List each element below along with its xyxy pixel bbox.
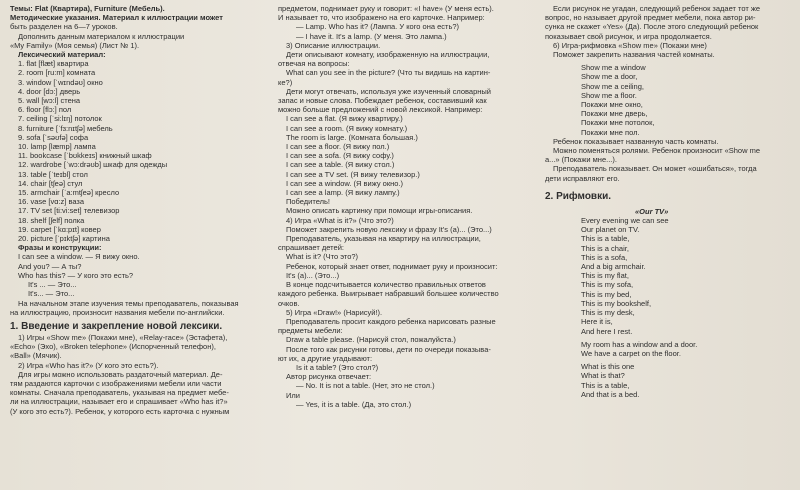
text-line: I can see a flat. (Я вижу квартиру.) [286,114,403,124]
text-line: И называет то, что изображено на его карточке. Например: [278,13,485,23]
text-line: 1. Введение и закрепление новой лексики. [10,320,223,332]
text-line: This is a sofa, [581,252,628,262]
text-line: Преподаватель, указывая на квартиру на иллюстрации, [286,234,481,244]
text-line: We have a carpet on the floor. [581,348,681,358]
text-line: Ребенок, который знает ответ, поднимает руку и произносит: [286,261,498,271]
text-line: This is my desk, [581,308,635,318]
text-line: 1) Игры «Show me» (Покажи мне), «Relay-race» (Эстафета), [18,332,228,342]
text-line: 11. bookcase [ˈbʊkkeɪs] книжный шкаф [18,151,152,161]
text-line: Show me a ceiling, [581,81,644,91]
text-line: Поможет закрепить названия частей комнаты. [553,50,715,60]
text-line: 3. window [ˈwɪndəʊ] окно [18,77,103,87]
text-line: And here I rest. [581,326,633,336]
text-line: ют их, а другие угадывают: [278,353,373,363]
text-line: сунка не скажет «Yes» (Да). После этого следующий ребенок [545,22,759,32]
text-line: 13. table [ˈteɪbl] стол [18,169,88,179]
text-line: I can see a sofa. (Я вижу софу.) [286,151,394,161]
text-line: После того как рисунки готовы, дети по очереди показыва- [286,344,491,354]
text-line: Методические указания. Материал к иллюстрации может [10,13,223,23]
text-line: I can see a window. (Я вижу окно.) [286,178,403,188]
text-line: «Our TV» [635,206,669,216]
text-line: Покажи мне дверь, [581,109,648,119]
text-line: Преподаватель показывает. Он может «ошибаться», тогда [553,164,757,174]
text-line: 14. chair [tʃeə] стул [18,178,83,188]
text-line: запас и новые слова. Побеждает ребенок, составивший как [278,96,487,106]
text-line: отвечая на вопросы: [278,59,350,69]
text-line: a...» (Покажи мне...). [545,155,617,165]
text-line: I can see a window. — Я вижу окно. [18,252,140,262]
text-line: Покажи мне потолок, [581,118,655,128]
text-line: «Ball» (Мячик). [10,351,62,361]
text-line: 4) Игра «What is it?» (Что это?) [286,215,394,225]
text-line: Покажи мне пол. [581,127,640,137]
text-line [545,183,793,187]
text-line: I can see a lamp. (Я вижу лампу.) [286,188,400,198]
text-line: В конце подсчитывается количество правильных ответов [286,280,486,290]
text-line: предметом, поднимает руку и говорит: «I have» (У меня есть). [278,4,494,13]
text-line: Дополнить данным материалом к иллюстрации [18,31,185,41]
text-line: Our planet on TV. [581,225,640,235]
text-line: Show me a door, [581,72,638,82]
text-line: It's (a)... (Это...) [286,270,340,280]
text-line: I can see a room. (Я вижу комнату.) [286,123,408,133]
text-line: Темы: Flat (Квартира), Furniture (Мебель). [10,4,165,13]
text-line: This is my sofa, [581,280,634,290]
text-line: What is it? (Что это?) [286,252,359,262]
text-line: 7. ceiling [ˈsi:lɪŋ] потолок [18,114,102,124]
text-line: предметы мебели: [278,326,343,336]
text-line: Draw a table please. (Нарисуй стол, пожалуйста.) [286,335,456,345]
text-line: Покажи мне окно, [581,100,643,110]
text-line: — Yes, it is a table. (Да, это стол.) [296,399,412,409]
text-line: Для игры можно использовать раздаточный материал. Де- [18,369,223,379]
text-line: This is my bed, [581,289,632,299]
text-line: I can see a floor. (Я вижу пол.) [286,142,390,152]
text-line: — No. It is not a table. (Нет, это не стол.) [296,381,435,391]
text-line: 2. room [ru:m] комната [18,68,96,78]
text-line: Преподаватель просит каждого ребенка нарисовать разные [286,316,496,326]
text-line: Лексический материал: [18,50,106,60]
text-line: 5) Игра «Draw!» (Нарисуй!). [286,307,383,317]
text-line: Если рисунок не угадан, следующий ребенок задает тот же [553,4,761,13]
text-line: показывает свой рисунок, и игра продолжается. [545,31,712,41]
text-line: I can see a table. (Я вижу стол.) [286,160,395,170]
text-line: Дети могут отвечать, используя уже изученный словарный [286,86,491,96]
text-line: очков. [278,298,300,308]
text-line: This is my bookshelf, [581,298,652,308]
text-line: This is a table, [581,234,630,244]
text-line: 1. flat [flæt] квартира [18,59,89,69]
text-line: Here it is, [581,317,613,327]
text-line: комнаты. Сначала преподаватель, указывая на предмет мебе- [10,388,229,398]
text-line: Ребенок показывает названную часть комнаты. [553,136,719,146]
text-line: — Lamp. Who has it? (Лампа. У кого она есть?) [296,22,460,32]
text-line: 20. picture [ˈpɪktʃə] картина [18,234,110,244]
text-line: на иллюстрацию, произносит названия мебели по-английски. [10,307,225,317]
text-line: And that is a bed. [581,389,640,399]
column-middle [278,4,534,409]
text-line: 19. carpet [ˈkɑ:pɪt] ковер [18,224,101,234]
text-line: 16. vase [vɑ:z] ваза [18,197,85,207]
text-line: 8. furniture [ˈfɜ:nɪtʃə] мебель [18,123,113,133]
text-line: 6) Игра-рифмовка «Show me» (Покажи мне) [553,40,707,50]
text-line: 10. lamp [læmp] лампа [18,142,96,152]
text-line: ли на иллюстрации, называет его и спрашивает «Who has it?» [10,397,228,407]
text-line: Или [286,390,300,400]
text-line: Who has this? — У кого это есть? [18,270,134,280]
text-line: The room is large. (Комната большая.) [286,132,418,142]
text-line: (У кого это есть?). Ребенок, у которого есть карточка с нужным [10,406,230,416]
text-line: It's... — Это... [28,289,75,299]
text-line: Every evening we can see [581,216,669,226]
text-line: тям раздаются карточки с изображениями мебели или части [10,378,222,388]
text-line: можно больше предложений с новой лексикой. Например: [278,105,483,115]
text-line: It's ... — Это... [28,280,77,290]
text-line: — I have it. It's a lamp. (У меня. Это лампа.) [296,31,447,41]
text-line: Фразы и конструкции: [18,243,102,253]
text-line: быть разделен на 6—7 уроков. [10,22,118,32]
text-line: вопрос, но называет другой предмет мебели, пока автор ри- [545,13,756,23]
column-left [10,4,266,416]
text-line: 15. armchair [ˈa:mtʃeə] кресло [18,188,120,198]
text-line: «My Family» (Моя семья) (Лист № 1). [10,40,140,50]
text-line: 2. Рифмовки. [545,190,612,202]
text-line: I can see a TV set. (Я вижу телевизор.) [286,169,420,179]
text-line: Show me a floor. [581,90,637,100]
text-line: спрашивает детей: [278,243,344,253]
text-line: Можно поменяться ролями. Ребенок произносит «Show me [553,146,761,156]
text-line: Можно описать картинку при помощи игры-описания. [286,206,473,216]
text-line: 18. shelf [ʃelf] полка [18,215,85,225]
text-line: 5. wall [wɔ:l] стена [18,96,81,106]
text-line: каждого ребенка. Выигрывает набравший большее количество [278,289,499,299]
text-line: 3) Описание иллюстрации. [286,40,381,50]
text-line: What is this one [581,362,635,372]
text-line: 2) Игра «Who has it?» (У кого это есть?). [18,360,159,370]
text-line: This is my flat, [581,271,629,281]
text-line: Is it a table? (Это стол?) [296,362,379,372]
text-line: What is that? [581,371,625,381]
text-line: 9. sofa [ˈsəʊfə] софа [18,132,89,142]
text-line: «Echo» (Эхо), «Broken telephone» (Испорченный телефон), [10,342,216,352]
text-line: ке?) [278,77,293,87]
text-line: дети исправляют его. [545,173,620,183]
text-line: 4. door [dɔ:] дверь [18,86,81,96]
text-line: This is a chair, [581,243,629,253]
text-line: Поможет закрепить новую лексику и фразу It's (a)... (Это...) [286,224,492,234]
text-line: 6. floor [flɔ:] пол [18,105,72,115]
text-line: My room has a window and a door. [581,339,698,349]
text-line: And you? — А ты? [18,261,82,271]
text-line: Show me a window [581,63,646,73]
text-line: 17. TV set [ti:vi:set] телевизор [18,206,120,216]
text-line: Победитель! [286,197,330,207]
text-line: Автор рисунка отвечает: [286,372,372,382]
column-right [545,4,793,399]
text-line: 12. wardrobe [ˈwɔ:drəʊb] шкаф для одежды [18,160,168,170]
text-line: На начальном этапе изучения темы преподаватель, показывая [18,298,239,308]
text-line: This is a table, [581,380,630,390]
text-line: And a big armchair. [581,262,646,272]
text-line: Дети описывают комнату, изображенную на иллюстрации, [286,50,490,60]
text-line: What can you see in the picture? (Что ты видишь на картин- [286,68,491,78]
